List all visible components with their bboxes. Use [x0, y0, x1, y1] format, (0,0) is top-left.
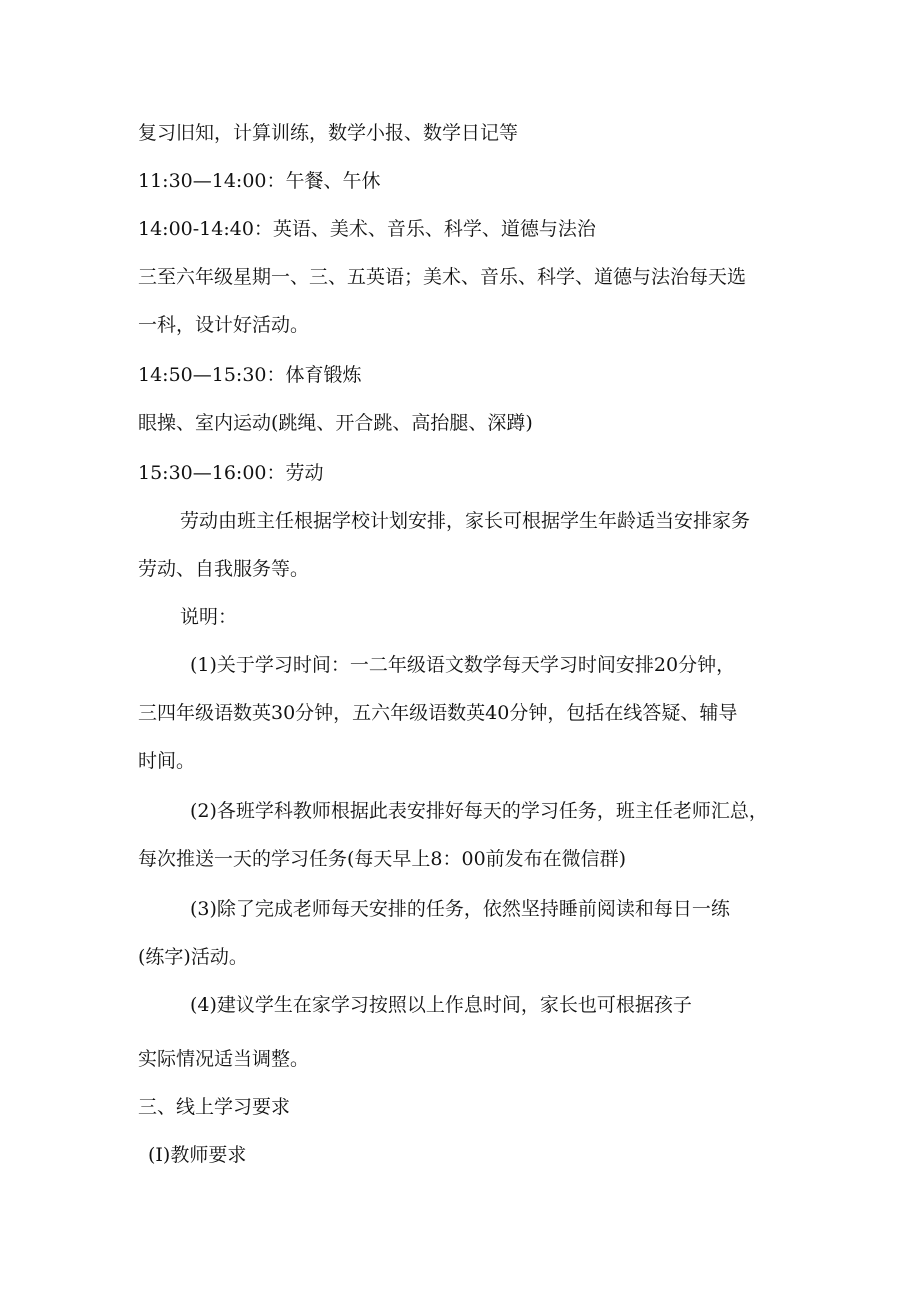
note-1-line-1: (1)关于学习时间：一二年级语文数学每天学习时间安排20分钟， — [190, 654, 736, 676]
text-line-exercise: 眼操、室内运动(跳绳、开合跳、高抬腿、深蹲) — [138, 412, 533, 434]
subsection-heading-teacher-requirements: (I)教师要求 — [148, 1144, 247, 1166]
schedule-lunch: 11:30—14:00：午餐、午休 — [138, 170, 381, 192]
schedule-subjects: 14:00-14:40：英语、美术、音乐、科学、道德与法治 — [138, 218, 596, 240]
note-2-line-1: (2)各班学科教师根据此表安排好每天的学习任务，班主任老师汇总， — [190, 800, 768, 822]
text-line-labor-1: 劳动由班主任根据学校计划安排，家长可根据学生年龄适当安排家务 — [180, 510, 751, 532]
text-line-labor-2: 劳动、自我服务等。 — [138, 558, 310, 580]
note-1-line-2: 三四年级语数英30分钟，五六年级语数英40分钟，包括在线答疑、辅导 — [138, 702, 738, 724]
note-2-line-2: 每次推送一天的学习任务(每天早上8：00前发布在微信群) — [138, 848, 627, 870]
text-line-subjects-detail-2: 一科，设计好活动。 — [138, 314, 310, 336]
section-heading-online-learning: 三、线上学习要求 — [138, 1096, 291, 1118]
note-3-line-2: (练字)活动。 — [138, 946, 248, 968]
notes-heading: 说明： — [180, 606, 238, 628]
schedule-labor: 15:30—16:00：劳动 — [138, 462, 324, 484]
note-3-line-1: (3)除了完成老师每天安排的任务，依然坚持睡前阅读和每日一练 — [190, 898, 730, 920]
schedule-pe: 14:50—15:30：体育锻炼 — [138, 364, 362, 386]
note-4-line-2: 实际情况适当调整。 — [138, 1048, 310, 1070]
note-1-line-3: 时间。 — [138, 750, 196, 772]
note-4-line-1: (4)建议学生在家学习按照以上作息时间，家长也可根据孩子 — [190, 994, 692, 1016]
text-line-subjects-detail-1: 三至六年级星期一、三、五英语；美术、音乐、科学、道德与法治每天选 — [138, 266, 747, 288]
text-line-review: 复习旧知，计算训练，数学小报、数学日记等 — [138, 122, 519, 144]
